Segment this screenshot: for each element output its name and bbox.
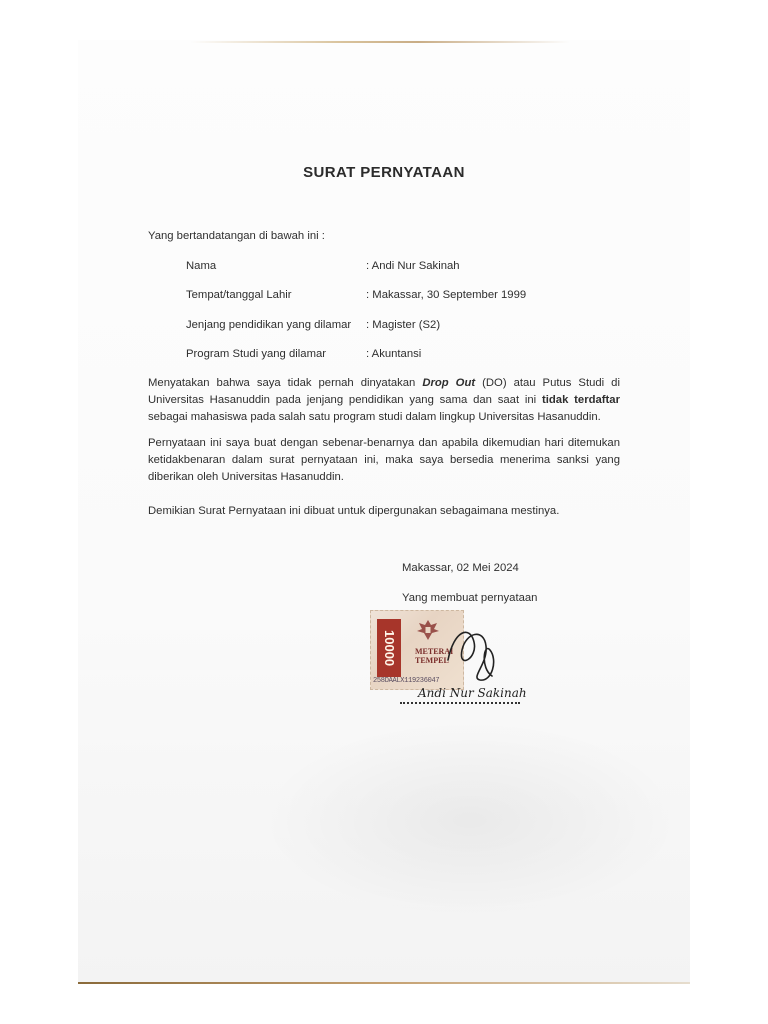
signer-name: Andi Nur Sakinah bbox=[418, 686, 527, 700]
field-value-program-studi: : Akuntansi bbox=[366, 348, 422, 360]
place-date: Makassar, 02 Mei 2024 bbox=[402, 562, 519, 574]
statement-part-2: (DO) atau Putus Studi di Universitas Hasanuddin pada jenjang pendidikan yang sama dan saat ini bbox=[148, 377, 620, 406]
stamp-value: 10000 bbox=[377, 619, 401, 677]
field-label-jenjang: Jenjang pendidikan yang dilamar bbox=[186, 319, 352, 331]
document-title: SURAT PERNYATAAN bbox=[303, 164, 465, 181]
statement-paragraph bbox=[148, 375, 620, 426]
statement-part-3: sebagai mahasiswa pada salah satu program studi dalam lingkup Universitas Hasanuddin. bbox=[148, 411, 601, 423]
tidak-terdaftar-term: tidak terdaftar bbox=[541, 394, 620, 406]
paper-shadow bbox=[260, 720, 680, 920]
paper-bottom-edge bbox=[78, 982, 690, 984]
intro-text: Yang bertandatangan di bawah ini : bbox=[148, 230, 325, 242]
signature-dotted-line bbox=[400, 702, 520, 704]
stamp-serial: 258DAALX119236047 bbox=[373, 677, 440, 685]
field-label-tempat-tanggal-lahir: Tempat/tanggal Lahir bbox=[186, 289, 292, 301]
closing-paragraph: Demikian Surat Pernyataan ini dibuat untuk dipergunakan sebagaimana mestinya. bbox=[148, 505, 560, 517]
garuda-emblem-icon bbox=[415, 617, 441, 643]
paper-top-edge bbox=[190, 41, 570, 43]
drop-out-term: Drop Out bbox=[422, 377, 476, 389]
field-value-tempat-tanggal-lahir: : Makassar, 30 September 1999 bbox=[366, 289, 527, 301]
maker-label: Yang membuat pernyataan bbox=[402, 592, 538, 604]
stamp-label-line1: METERAI bbox=[415, 647, 454, 656]
field-value-nama: : Andi Nur Sakinah bbox=[366, 260, 460, 272]
field-label-nama: Nama bbox=[186, 260, 217, 272]
field-label-program-studi: Program Studi yang dilamar bbox=[186, 348, 327, 360]
statement-part-1: Menyatakan bahwa saya tidak pernah dinyatakan bbox=[148, 377, 423, 389]
field-value-jenjang: : Magister (S2) bbox=[366, 319, 441, 331]
stamp-label-line2: TEMPEL bbox=[415, 656, 449, 665]
declaration-paragraph: Pernyataan ini saya buat dengan sebenar-benarnya dan apabila dikemudian hari ditemukan ketidakbenaran dalam surat pernyataan ini, maka saya bersedia menerima sanksi yang diberikan oleh Universitas Hasanuddin. bbox=[148, 437, 620, 483]
